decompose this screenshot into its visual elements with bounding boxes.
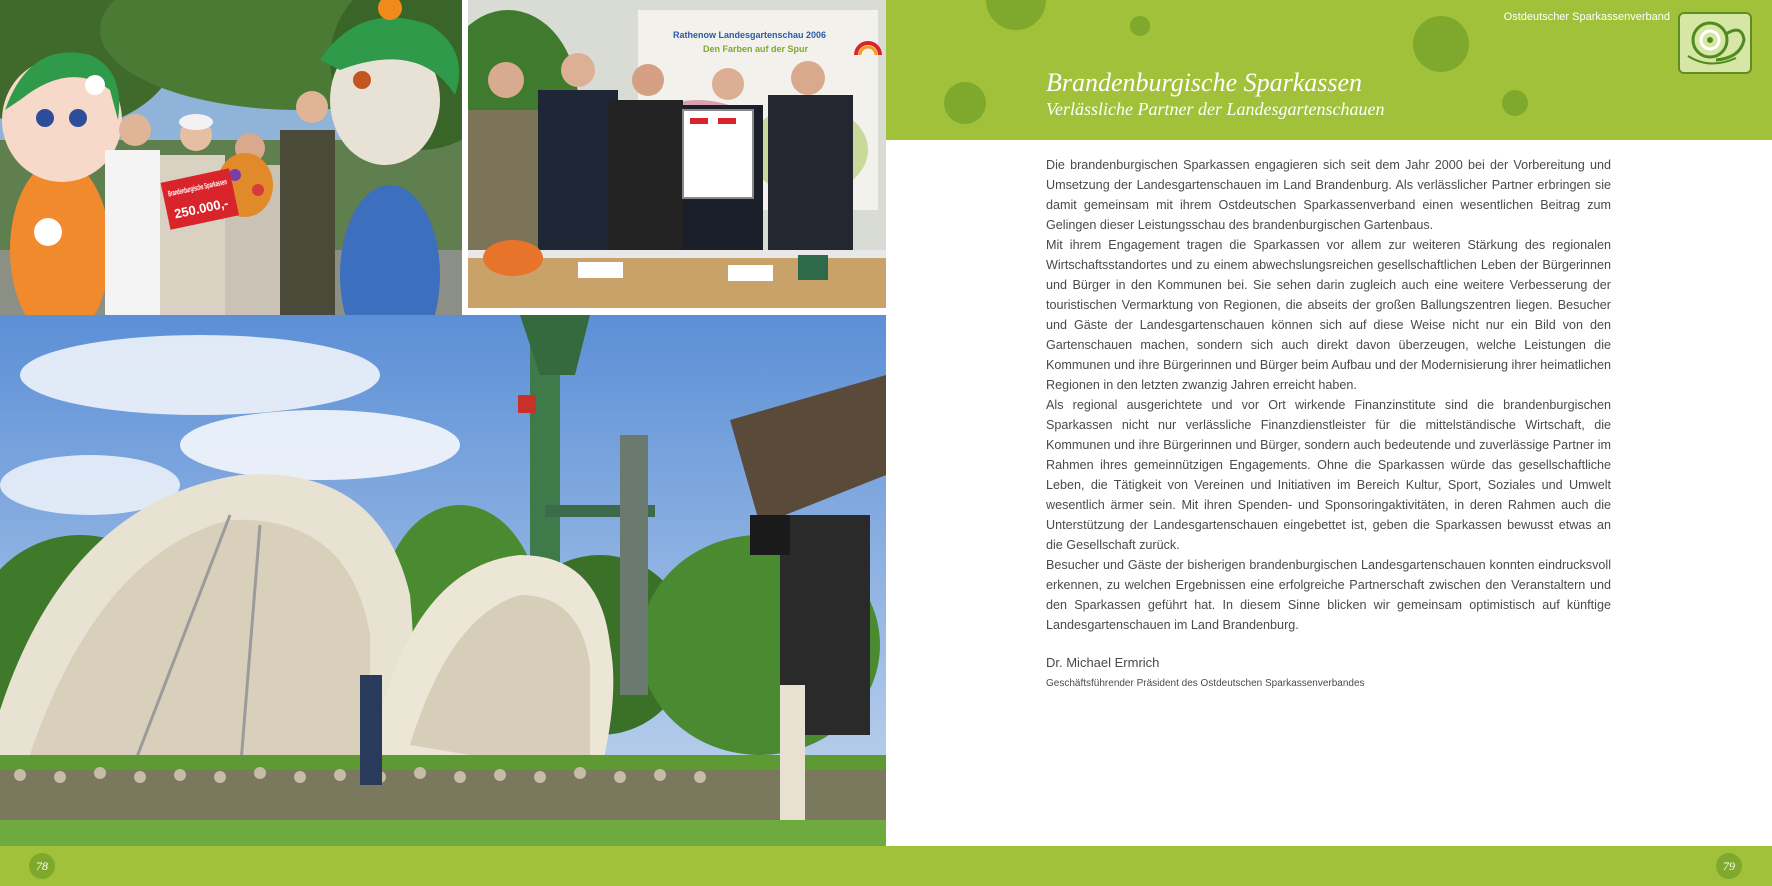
page-subtitle: Verlässliche Partner der Landesgartenschauen [1046, 99, 1385, 119]
paragraph: Als regional ausgerichtete und vor Ort wirkende Finanzinstitute sind die brandenburgischen Sparkassen nicht nur verlässliche Finanzdienstleister für die mittelständische Wirtschaft, die Kommunen und ihre Bürgerinnen und Bürger, sondern auch bedeutende und zuverlässige Partner im Rahmen ihres gemeinnützigen Engagements. Ohne die Sparkassen würde das gesellschaftliche Leben, die Tätigkeit von Vereinen und Initiativen im Bereich Kultur, Sport, Soziales und Umwelt wesentlich ärmer sein. Mit ihren Spenden- und Sponsoringaktivitäten, in deren Rahmen auch die Unterstützung der Landesgartenschauen eingebettet ist, geben die Sparkassen bewusst etwas an die Gesellschaft zurück. [1046, 398, 1611, 552]
check-amount: 250.000,- [172, 195, 230, 222]
decorative-dot [986, 0, 1046, 30]
right-page [886, 0, 1772, 886]
paragraph: Besucher und Gäste der bisherigen brandenburgischen Landesgartenschauen konnten eindrucksvoll erkennen, zu welchen Ergebnissen eine erfolgreiche Partnerschaft zwischen den Veranstaltern und den Sparkassen geführt hat. In diesem Sinne blicken wir gemeinsam optimistisch auf künftige Landesgartenschauen im Land Brandenburg. [1046, 558, 1611, 632]
publisher-name: Ostdeutscher Sparkassenverband [1503, 11, 1670, 23]
decorative-dot [944, 82, 986, 124]
body-text [1046, 155, 1611, 635]
signature-name: Dr. Michael Ermrich [1046, 655, 1160, 670]
banner-line-2: Den Farben auf der Spur [703, 44, 809, 54]
photo-mascots-check-presentation [0, 0, 462, 347]
page-number-left: 78 [29, 853, 55, 879]
photo-open-air-stage [0, 315, 886, 846]
signature-role: Geschäftsführender Präsident des Ostdeutschen Sparkassenverbandes [1046, 678, 1365, 689]
decorative-dot [1130, 16, 1150, 36]
paragraph: Die brandenburgischen Sparkassen engagieren sich seit dem Jahr 2000 bei der Vorbereitung und Umsetzung der Landesgartenschauen im Land Brandenburg. Als verlässlicher Partner erbringen sie damit gemeinsam mit ihrem Ostdeutschen Sparkassenverband einen wesentlichen Beitrag zum Gelingen dieser Leistungsschau des brandenburgischen Gartenbaus. [1046, 158, 1611, 232]
banner-line-1: Rathenow Landesgartenschau 2006 [673, 30, 827, 40]
header-band [886, 0, 1772, 140]
page-number-right: 79 [1716, 853, 1742, 879]
paragraph: Mit ihrem Engagement tragen die Sparkassen vor allem zur weiteren Stärkung des regionalen Wirtschaftsstandortes und zu einem abwechslungsreichen gesellschaftlichen Leben der Bürgerinnen und Bürger in den Kommunen bei. Sie sehen darin zugleich auch eine weitere Verbesserung der touristischen Vermarktung von Regionen, die abseits der großen Ballungszentren liegen. Besucher und Gäste der Landesgartenschauen können sich auf diese Weise nicht nur ein Bild von den Gartenschauen machen, sondern sich auch direkt davon überzeugen, welche Leistungen die Kommunen und ihre Bürgerinnen und Bürger beim Aufbau und der Modernisierung ihrer heimatlichen Regionen in den letzten zwanzig Jahren erreicht haben. [1046, 238, 1611, 392]
publisher-logo-icon [1678, 12, 1752, 74]
page-title: Brandenburgische Sparkassen [1046, 68, 1363, 97]
decorative-dot [1502, 90, 1528, 116]
footer-band [0, 846, 1772, 886]
check-title: Brandenburgische Sparkassen [167, 165, 285, 199]
photo-certificate-handover [468, 0, 886, 308]
decorative-dot [1413, 16, 1469, 72]
